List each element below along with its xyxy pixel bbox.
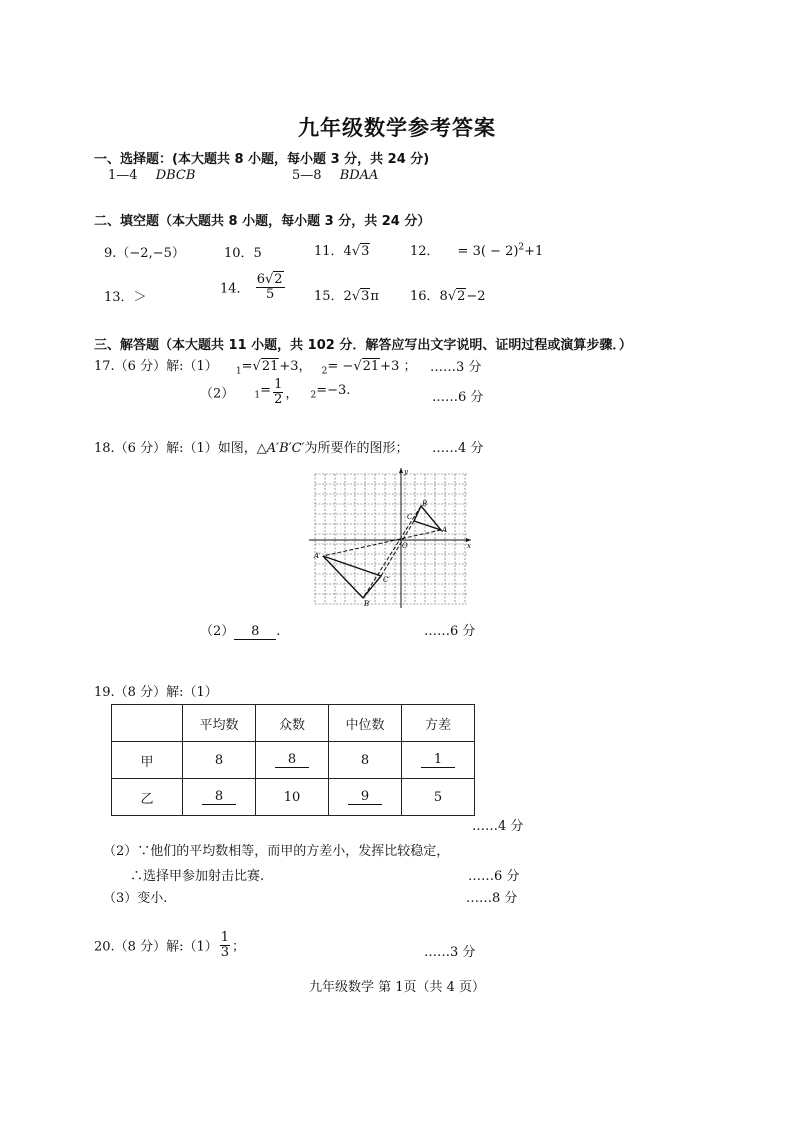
q18-score1: ……4 分 [432, 441, 484, 456]
y-axis-label: y [404, 468, 408, 476]
coordinate-grid-figure [305, 466, 477, 610]
table-header-cell: 方差 [402, 705, 475, 742]
cell-value: 8 [214, 752, 224, 768]
q14-fraction [256, 273, 285, 301]
q18-p2-dot: . [276, 624, 281, 639]
q17-fraction [273, 378, 283, 406]
q20-label: 20.（8 分）解:（1） [94, 939, 218, 955]
table-cell [256, 779, 329, 816]
q18-line1 [94, 437, 409, 456]
answer-q16: 16．8√2−2 [410, 289, 486, 304]
s1-sub: 1 [235, 366, 242, 377]
table-header-cell: 平均数 [183, 705, 256, 742]
x-axis-label: x [467, 542, 471, 550]
table-cell [402, 742, 475, 779]
answer-q12 [410, 240, 543, 259]
q19-p2-line1: （2）∵他们的平均数相等，而甲的方差小，发挥比较稳定， [103, 844, 450, 859]
q15-label: 15．2 [314, 289, 352, 304]
answer-value: DBCB [155, 168, 196, 183]
triangle-abc [414, 506, 441, 530]
answer-q13: 13．＞ [104, 290, 147, 305]
q14-radicand: 2 [274, 272, 283, 287]
q14-label: 14． [220, 281, 250, 297]
q18-text-a: 18.（6 分）解:（1）如图，△ [94, 441, 267, 456]
section3-header: 三、解答题（本大题共 11 小题，共 102 分．解答应写出文字说明、证明过程或演算步骤．） [94, 338, 632, 353]
q17-numerator: 1 [274, 377, 283, 392]
q11-radicand: 3 [361, 244, 370, 259]
q19-line1: 19.（8 分）解:（1） [94, 685, 218, 700]
answer-q11: 11．4√3 [314, 244, 370, 259]
table-header-cell: 众数 [256, 705, 329, 742]
point-b-label: B [422, 500, 428, 508]
q18-triangle-name: A′B′C′ [266, 441, 305, 456]
table-cell [402, 779, 475, 816]
q18-p2-label: （2） [200, 624, 235, 639]
grid-lines [315, 474, 467, 604]
q20-score: ……3 分 [424, 945, 476, 960]
q19-score1: ……4 分 [472, 819, 524, 834]
answer-q10: 10．5 [224, 246, 262, 261]
q16-radicand: 2 [457, 289, 466, 304]
answer-q15: 15．2√3π [314, 289, 379, 304]
q12-tail: +1 [524, 244, 544, 259]
triangle-a1b1c1 [323, 556, 381, 598]
section2-header: 二、填空题（本大题共 8 小题，每小题 3 分，共 24 分） [94, 214, 431, 229]
q17-line1: 17.（6 分）解:（1） $_1$=√21+3， $_2$= −√21+3 ； [94, 359, 417, 377]
q20-tail: ； [232, 939, 246, 955]
q19-score2: ……6 分 [468, 869, 520, 884]
q20-denominator: 3 [220, 944, 230, 960]
q17-score1: ……3 分 [430, 360, 482, 375]
choice-answers-5-8 [292, 168, 378, 183]
q16-label: 16．8 [410, 289, 448, 304]
s2-tail: +3 ； [380, 359, 417, 374]
point-b1-label: B′ [364, 600, 371, 608]
q17-line2 [200, 378, 350, 406]
s1-radicand: 21 [261, 359, 279, 374]
q18-p2-answer: 8 [234, 624, 276, 640]
cell-value: 8 [360, 752, 370, 768]
q11-label: 11．4 [314, 244, 352, 259]
q12-exponent: 2 [518, 242, 525, 253]
cell-value-underlined: 8 [275, 752, 309, 768]
table-row [112, 779, 475, 816]
q19-p2-line2: ∴选择甲参加射击比赛. [130, 869, 265, 884]
p2-sub1: 1 [254, 390, 261, 401]
point-a1-label: A′ [314, 552, 321, 560]
cell-value: 10 [283, 789, 301, 805]
q15-tail: π [370, 289, 379, 304]
table-header-cell [112, 705, 183, 742]
q17-score2: ……6 分 [432, 390, 484, 405]
s2-eq: = − [327, 359, 354, 374]
score-table [111, 704, 475, 816]
range-label: 5—8 [292, 168, 322, 183]
cell-value-underlined: 1 [421, 752, 455, 768]
q14-coef: 6 [256, 272, 265, 287]
q16-tail: −2 [466, 289, 486, 304]
p2-eq: = [260, 383, 272, 399]
table-row [112, 742, 475, 779]
answer-q9: 9.（−2,−5） [104, 246, 185, 261]
row-name: 乙 [112, 779, 183, 816]
point-a-label: A [442, 526, 448, 534]
s1-eq: = [241, 359, 253, 374]
p2-sub2: 2 [310, 390, 317, 401]
q19-score3: ……8 分 [466, 891, 518, 906]
cell-value: 5 [433, 789, 443, 805]
q20-fraction [220, 931, 230, 959]
table-cell [183, 742, 256, 779]
q17-p2-label: （2） [200, 386, 235, 402]
table-cell [256, 742, 329, 779]
q17-denominator: 2 [274, 391, 283, 407]
table-header-row [112, 705, 475, 742]
q17-label: 17.（6 分）解:（1） [94, 359, 218, 374]
q19-p3: （3）变小. [103, 891, 168, 906]
s2-sub: 2 [321, 366, 328, 377]
s2-radicand: 21 [362, 359, 380, 374]
q20-numerator: 1 [220, 930, 230, 945]
section1-header: 一、选择题：(本大题共 8 小题，每小题 3 分，共 24 分) [94, 152, 430, 167]
q15-radicand: 3 [361, 289, 370, 304]
table-cell [183, 779, 256, 816]
page-title: 九年级数学参考答案 [298, 116, 496, 140]
origin-label: O [402, 542, 408, 550]
q20-line1 [94, 931, 245, 959]
q14-denominator: 5 [265, 286, 275, 302]
q18-score2: ……6 分 [424, 624, 476, 639]
point-c1-label: C′ [383, 576, 390, 584]
table-cell [329, 779, 402, 816]
answer-q14 [220, 273, 287, 301]
cell-value-underlined: 8 [202, 789, 236, 805]
page-footer: 九年级数学 第 1页（共 4 页） [308, 980, 486, 995]
p2-comma: ， [285, 386, 299, 402]
s1-tail: +3， [279, 359, 312, 374]
q18-line2 [200, 620, 280, 640]
table-header-cell: 中位数 [329, 705, 402, 742]
table-cell [329, 742, 402, 779]
q18-text-c: 为所要作的图形； [304, 441, 409, 456]
answer-value: BDAA [339, 168, 379, 183]
cell-value-underlined: 9 [348, 789, 382, 805]
range-label: 1—4 [108, 168, 138, 183]
q14-numerator: 6√2 [256, 272, 283, 287]
y-axis-arrow [399, 468, 403, 473]
q12-expr: = 3( − 2) [457, 244, 519, 259]
row-name: 甲 [112, 742, 183, 779]
p2-val: =−3. [316, 383, 351, 399]
point-c-label: C [407, 513, 413, 521]
choice-answers-1-4 [108, 168, 195, 183]
q12-label: 12． [410, 244, 440, 259]
